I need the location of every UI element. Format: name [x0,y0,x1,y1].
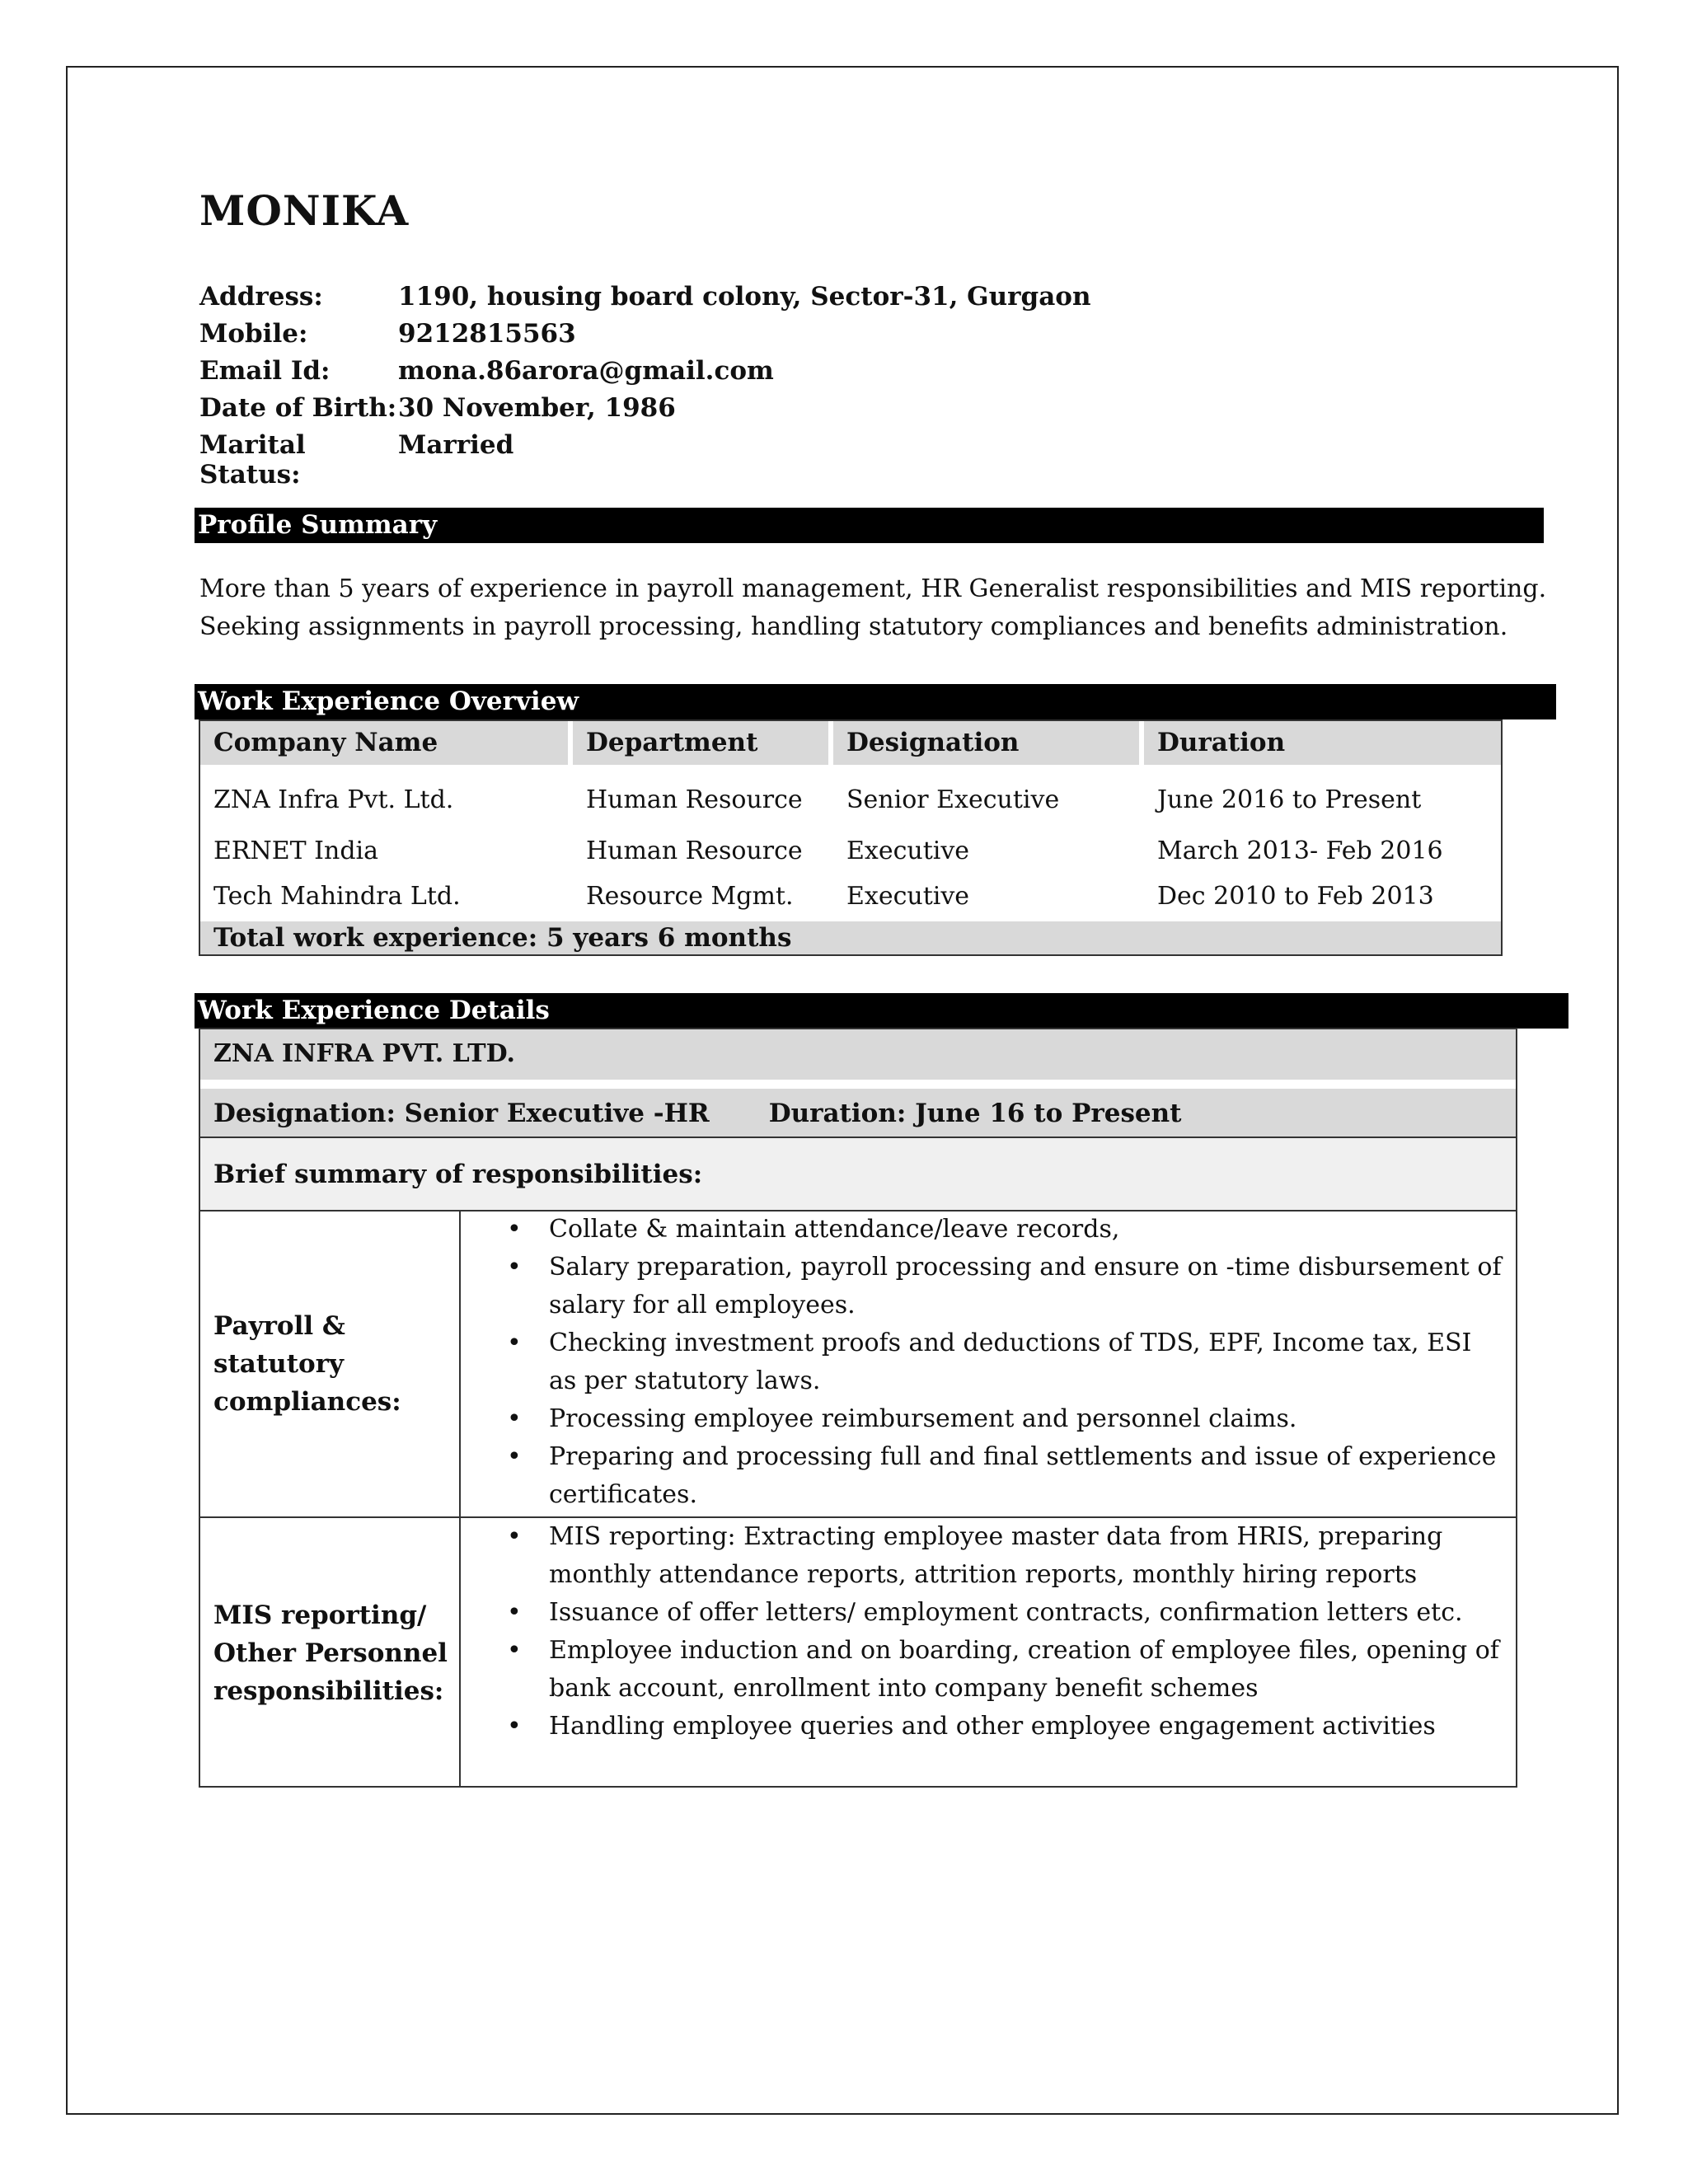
designation-text: Designation: Senior Executive -HR [213,1099,710,1128]
table-header-row [200,721,1501,765]
work-details-table [199,1028,1517,1788]
work-overview-table [199,719,1503,956]
list-item: • Handling employee queries and other employee engagement activities [461,1708,1506,1746]
table-row [200,878,1501,916]
marital-status-value: Married [398,430,514,460]
label-line: compliances: [213,1387,401,1417]
dob-label: Date of Birth: [199,393,397,423]
marital-status-row [199,430,514,490]
profile-summary-heading: Profile Summary [195,508,1544,543]
label-line: MIS reporting/ [213,1601,427,1630]
column-header-company: Company Name [200,721,573,765]
email-row [199,356,774,393]
brief-summary-label: Brief summary of responsibilities: [200,1138,1516,1212]
list-item: • Employee induction and on boarding, creation of employee files, opening of bank account, enrollment into company benefit schemes [461,1632,1506,1708]
column-header-duration: Duration [1157,728,1286,757]
profile-summary-line: Seeking assignments in payroll processing, handling statutory compliances and benefits administration. [199,612,1508,641]
label-line: statutory [213,1349,345,1379]
email-value: mona.86arora@gmail.com [398,356,774,386]
list-item: • Collate & maintain attendance/leave records, [461,1211,1506,1249]
department-cell: Resource Mgmt. [586,882,794,911]
work-details-heading: Work Experience Details [195,993,1568,1029]
designation-row [200,1089,1516,1138]
email-label: Email Id: [199,356,331,386]
address-value: 1190, housing board colony, Sector-31, Gurgaon [398,282,1091,312]
designation-cell: Senior Executive [846,785,1060,814]
department-cell: Human Resource [586,785,803,814]
mobile-row [199,319,576,356]
responsibility-group-payroll [200,1212,1516,1518]
list-item: • Issuance of offer letters/ employment contracts, confirmation letters etc. [461,1594,1506,1632]
total-experience: Total work experience: 5 years 6 months [200,921,1501,954]
company-name: ZNA INFRA PVT. LTD. [200,1029,1516,1080]
marital-status-label: Marital Status: [199,430,306,490]
candidate-name: MONIKA [199,186,410,235]
label-line: Other Personnel [213,1638,448,1668]
responsibility-list [461,1211,1516,1514]
column-header-department: Department [573,721,833,765]
company-cell: ZNA Infra Pvt. Ltd. [213,785,454,814]
label-line: Payroll & [213,1311,345,1341]
duration-text: Duration: June 16 to Present [768,1099,1182,1128]
responsibility-list [461,1518,1516,1746]
list-item: • MIS reporting: Extracting employee master data from HRIS, preparing monthly attendance reports, attrition reports, monthly hiring reports [461,1518,1506,1594]
dob-value: 30 November, 1986 [398,393,676,423]
designation-cell: Executive [846,837,970,865]
work-overview-heading: Work Experience Overview [195,684,1556,719]
duration-cell: Dec 2010 to Feb 2013 [1157,882,1434,911]
profile-summary-line: More than 5 years of experience in payroll management, HR Generalist responsibilities and MIS reporting. [199,574,1547,603]
address-row [199,282,1091,319]
mobile-value: 9212815563 [398,319,576,349]
column-header-designation: Designation [833,721,1144,765]
table-row [200,832,1501,870]
responsibility-group-label [200,1212,461,1516]
responsibility-group-mis [200,1518,1516,1786]
list-item: • Checking investment proofs and deductions of TDS, EPF, Income tax, ESI as per statutory laws. [461,1324,1506,1400]
responsibility-group-label [200,1518,461,1786]
address-label: Address: [199,282,323,312]
company-cell: ERNET India [213,837,379,865]
label-line: responsibilities: [213,1676,444,1706]
dob-row [199,393,676,430]
list-item: • Processing employee reimbursement and personnel claims. [461,1400,1506,1438]
mobile-label: Mobile: [199,319,308,349]
list-item: • Salary preparation, payroll processing and ensure on -time disbursement of salary for all employees. [461,1249,1506,1324]
list-item: • Preparing and processing full and final settlements and issue of experience certificates. [461,1438,1506,1514]
company-cell: Tech Mahindra Ltd. [213,882,461,911]
duration-cell: June 2016 to Present [1157,785,1422,814]
department-cell: Human Resource [586,837,803,865]
table-row [200,781,1501,819]
duration-cell: March 2013- Feb 2016 [1157,837,1443,865]
designation-cell: Executive [846,882,970,911]
